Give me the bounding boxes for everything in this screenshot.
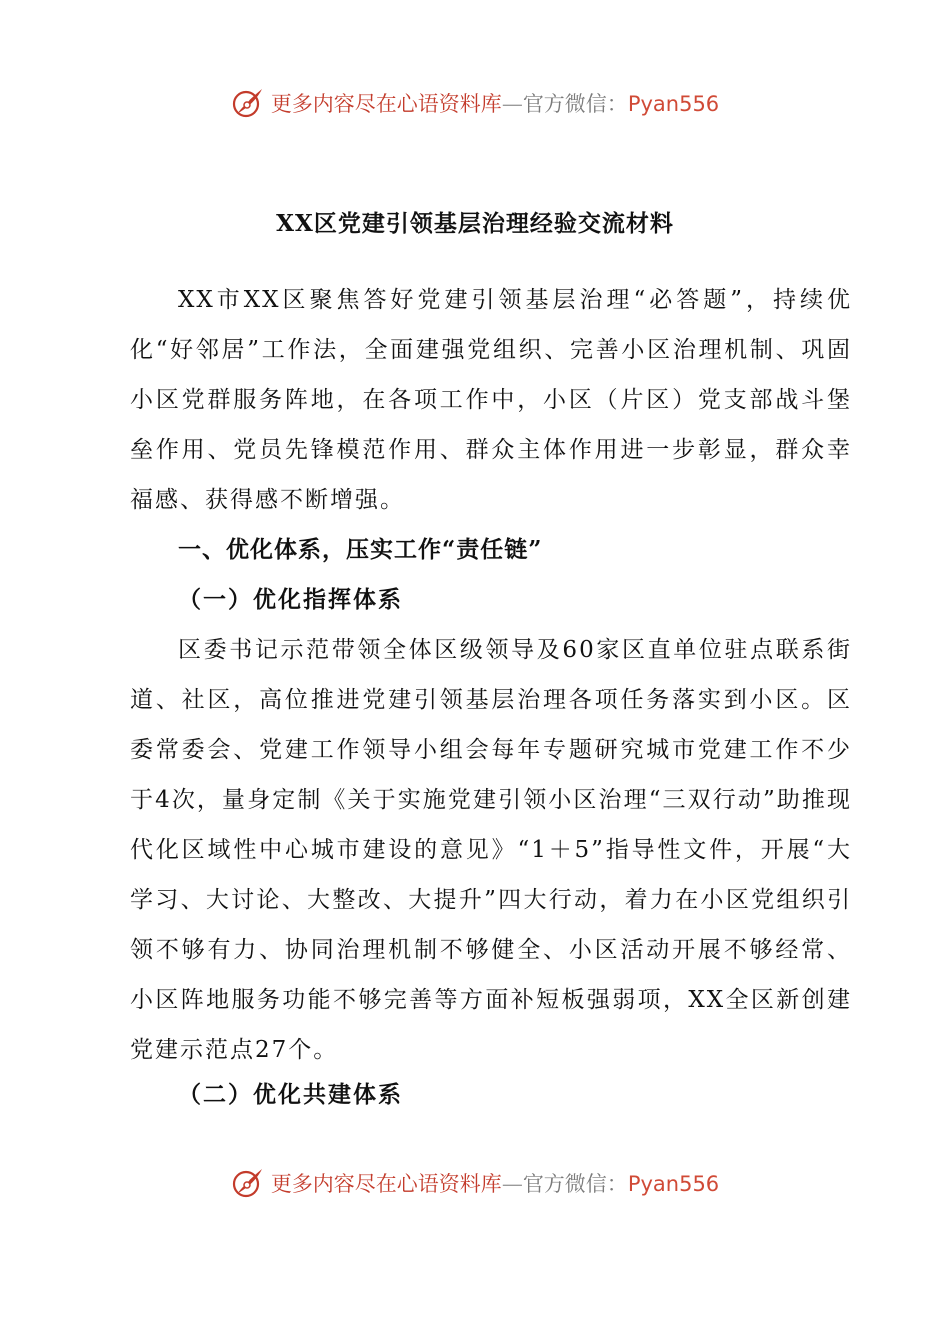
banner-wechat-handle: Pyan556 (627, 92, 720, 116)
banner-dash: — (501, 92, 523, 116)
banner-main-text: 更多内容尽在心语资料库 (270, 1172, 502, 1196)
document-title: XX区党建引领基层治理经验交流材料 (276, 210, 674, 237)
banner-main-text: 更多内容尽在心语资料库 (270, 92, 502, 116)
header-watermark-banner (0, 83, 950, 123)
quill-logo-icon (231, 86, 265, 120)
banner-wechat-label: 官方微信： (522, 1172, 628, 1196)
footer-watermark-banner (0, 1163, 950, 1203)
subsection-1-paragraph: 区委书记示范带领全体区级领导及60家区直单位驻点联系街道、社区，高位推进党建引领基层治理各项任务落实到小区。区委常委会、党建工作领导小组会每年专题研究城市党建工作不少于4次，量身定制《关于实施党建引领小区治理“三双行动”助推现代化区域性中心城市建设的意见》“1＋5”指导性文件，开展“大学习、大讨论、大整改、大提升”四大行动，着力在小区党组织引领不够有力、协同治理机制不够健全、小区活动开展不够经常、小区阵地服务功能不够完善等方面补短板强弱项，XX全区新创建党建示范点27个。 (130, 637, 852, 1063)
section-heading-1: 一、优化体系，压实工作“责任链” (178, 536, 543, 563)
banner-dash: — (501, 1172, 523, 1196)
banner-text (271, 1168, 719, 1198)
banner-wechat-label: 官方微信： (522, 92, 628, 116)
subsection-heading-1: （一）优化指挥体系 (178, 586, 403, 613)
banner-wechat-handle: Pyan556 (627, 1172, 720, 1196)
intro-paragraph: XX市XX区聚焦答好党建引领基层治理“必答题”，持续优化“好邻居”工作法，全面建强党组织、完善小区治理机制、巩固小区党群服务阵地，在各项工作中，小区（片区）党支部战斗堡垒作用、党员先锋模范作用、群众主体作用进一步彰显，群众幸福感、获得感不断增强。 (130, 287, 852, 513)
banner-text (271, 88, 719, 118)
quill-logo-icon (231, 1166, 265, 1200)
subsection-heading-2: （二）优化共建体系 (178, 1081, 403, 1108)
